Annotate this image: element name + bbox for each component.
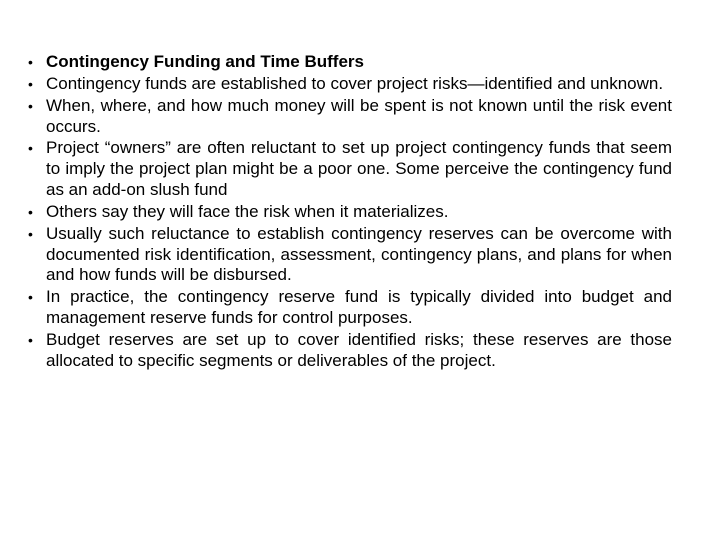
bullet-dot-icon: • [28,289,33,306]
bullet-item [24,202,672,223]
bullet-item [24,74,672,95]
bullet-item [24,138,672,200]
bullet-text: When, where, and how much money will be spent is not known until the risk event occurs. [46,95,672,136]
bullet-item [24,224,672,286]
bullet-item [24,330,672,372]
bullet-dot-icon: • [28,140,33,157]
bullet-text: Budget reserves are set up to cover identified risks; these reserves are those allocated to specific segments or deliverables of the project. [46,330,672,370]
bullet-dot-icon: • [28,203,33,220]
bullet-dot-icon: • [28,54,33,70]
bullet-dot-icon: • [28,332,33,349]
bullet-item-heading [24,52,672,73]
bullet-text: Contingency funds are established to cover project risks—identified and unknown. [46,73,664,93]
bullet-list [24,52,672,373]
bullet-text: Usually such reluctance to establish contingency reserves can be overcome with documented risk identification, assessment, contingency plans, and plans for when and how funds will be disbursed. [46,223,672,285]
bullet-item [24,287,672,329]
bullet-text: Others say they will face the risk when it materializes. [46,201,449,221]
bullet-dot-icon: • [28,97,33,114]
bullet-text-heading: Contingency Funding and Time Buffers [46,52,364,71]
bullet-dot-icon: • [28,225,33,242]
bullet-dot-icon: • [28,75,33,92]
bullet-item [24,96,672,138]
bullet-text: In practice, the contingency reserve fund is typically divided into budget and management reserve funds for control purposes. [46,287,672,328]
bullet-text: Project “owners” are often reluctant to set up project contingency funds that seem to imply the project plan might be a poor one. Some perceive the contingency fund as an add-on slush fund [46,138,672,200]
